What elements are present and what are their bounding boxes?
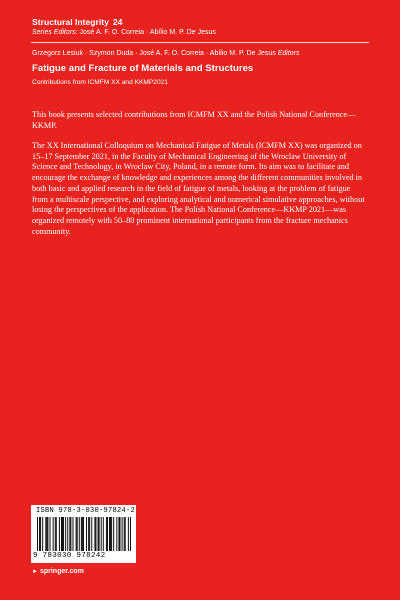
barcode-bar: [67, 517, 68, 551]
barcode-bar: [89, 517, 90, 551]
barcode-bar: [61, 517, 62, 551]
series-editors-label: Series Editors:: [32, 29, 78, 36]
barcode-bar: [130, 517, 131, 551]
book-editors: [32, 50, 300, 57]
barcode-bar: [63, 517, 64, 551]
barcode-bar: [107, 517, 108, 551]
barcode-bar: [76, 517, 77, 551]
barcode-bar: [37, 517, 38, 551]
barcode-bar: [95, 517, 96, 551]
barcode-bar: [73, 517, 74, 551]
barcode-bar: [111, 517, 112, 551]
series-name: Structural Integrity: [32, 17, 109, 27]
barcode-bar: [45, 517, 46, 551]
barcode-bar: [70, 517, 71, 551]
publisher-url: [32, 568, 84, 575]
series-number: 24: [112, 17, 123, 27]
barcode-bar: [40, 517, 41, 551]
barcode-bar: [69, 517, 70, 551]
barcode-bar: [118, 517, 119, 551]
barcode-bar: [59, 517, 60, 551]
barcode-bar: [56, 517, 57, 551]
barcode-bar: [82, 517, 83, 551]
barcode-bar: [101, 517, 102, 551]
barcode-bar: [120, 517, 121, 551]
series-editors-names: José A. F. O. Correia · Abílio M. P. De Jesus: [79, 29, 216, 36]
book-title: Fatigue and Fracture of Materials and Structures: [32, 63, 254, 74]
barcode-bar: [94, 517, 95, 551]
barcode-bar: [50, 517, 51, 551]
isbn-number: ISBN 978-3-030-97824-2: [36, 507, 136, 515]
barcode-bar: [99, 517, 100, 551]
book-subtitle: Contributions from ICMFM XX and KKMP2021: [32, 79, 168, 86]
barcode-bar: [86, 517, 87, 551]
barcode-bar: [46, 517, 47, 551]
barcode-bar: [91, 517, 92, 551]
barcode-bars: [37, 517, 131, 551]
barcode-bar: [81, 517, 82, 551]
series-title: [32, 17, 122, 27]
arrow-icon: ►: [32, 569, 38, 575]
barcode-bar: [128, 517, 129, 551]
barcode-bar: [53, 517, 54, 551]
barcode-bar: [62, 517, 63, 551]
divider: [31, 42, 369, 43]
book-editors-label: Editors: [277, 50, 300, 57]
description-paragraph-1: This book presents selected contributions from ICMFM XX and the Polish National Conference—KKMP.: [32, 110, 356, 130]
barcode-bar: [122, 517, 123, 551]
barcode-digits: 9 783030 978242: [33, 552, 106, 560]
barcode-bar: [98, 517, 99, 551]
barcode-bar: [79, 517, 80, 551]
isbn-barcode: [31, 505, 136, 563]
barcode-bar: [109, 517, 110, 551]
barcode-bar: [113, 517, 114, 551]
publisher-site: springer.com: [39, 568, 84, 575]
book-editors-names: Grzegorz Lesiuk · Szymon Duda · José A. F. O. Correia · Abílio M. P. De Jesus: [32, 50, 276, 57]
barcode-bar: [83, 517, 84, 551]
barcode-bar: [116, 517, 117, 551]
barcode-bar: [65, 517, 66, 551]
description-paragraph-2: The XX International Colloquium on Mechanical Fatigue of Metals (ICMFM XX) was organized on 15–17 September 2021, in the Faculty of Mechanical Engineering of the Wroclaw University of Science and Technology, in Wroclaw City, Poland, in a remote form. Its aim was to facilitate and encourage the exchange of knowledge and experiences among the different communities involved in both basic and applied research in the field of fatigue of metals, looking at the problem of fatigue from a multiscale perspective, and exploring analytical and numerical simulative approaches, without losing the perspectives of the application. The Polish National Conference—KKMP 2021—was organized remotely with 50–80 prominent international participants from the fracture mechanics community.: [32, 141, 365, 236]
series-editors: [32, 29, 216, 36]
barcode-bar: [47, 517, 48, 551]
barcode-bar: [77, 517, 78, 551]
barcode-bar: [110, 517, 111, 551]
barcode-bar: [39, 517, 40, 551]
barcode-bar: [106, 517, 107, 551]
barcode-bar: [124, 517, 125, 551]
barcode-bar: [88, 517, 89, 551]
barcode-bar: [55, 517, 56, 551]
barcode-bar: [125, 517, 126, 551]
barcode-bar: [103, 517, 104, 551]
barcode-bar: [42, 517, 43, 551]
